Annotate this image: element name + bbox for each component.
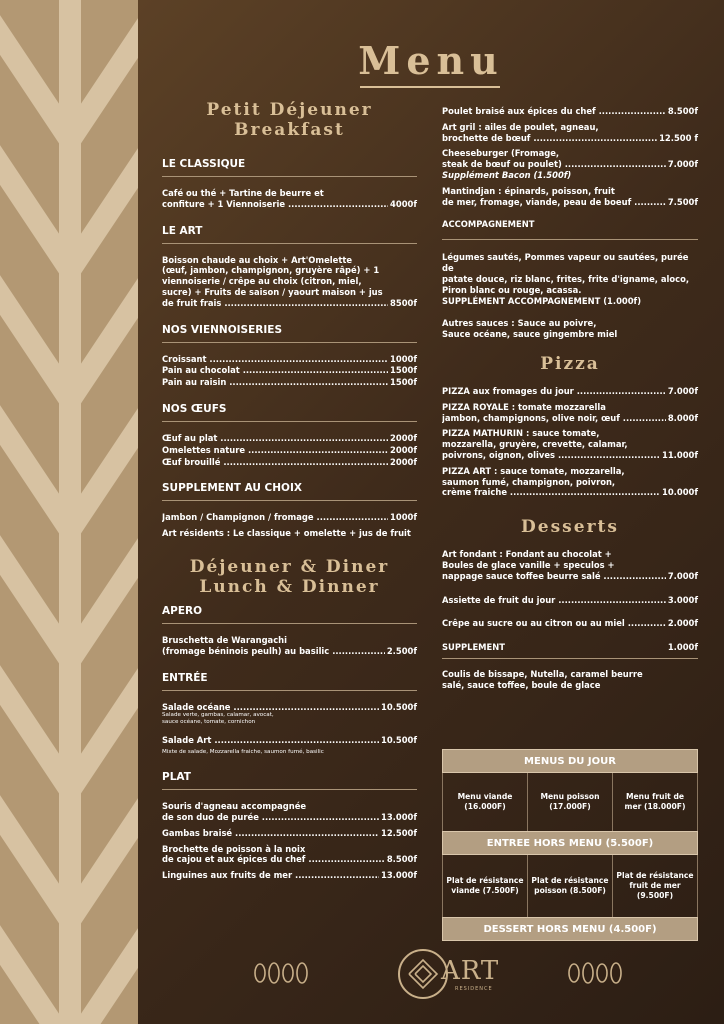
art-residence-logo: [395, 944, 500, 1004]
menu-item-oeuf-brouille: Œuf brouillé ..... 2000f: [162, 457, 417, 468]
menus-du-jour-header: MENUS DU JOUR: [442, 749, 698, 773]
residents-note: Art résidents : Le classique + omelette + jus de fruit: [162, 528, 411, 539]
menu-item-art-gril: Art gril : ailes de poulet, agneau, brochette de bœuf ..... 12.500 f: [442, 122, 698, 144]
menu-item-supplement: Jambon / Champignon / fromage ..... 1000f: [162, 512, 417, 523]
menu-item-pizza-fromages: PIZZA aux fromages du jour ..... 7.000f: [442, 386, 698, 397]
right-column: [442, 106, 698, 697]
menu-item-cheeseburger: Cheeseburger (Fromage, steak de bœuf ou poulet) ..... 7.000f Supplément Bacon (1.500f): [442, 148, 698, 180]
sauces-line: Autres sauces : Sauce au poivre,: [442, 318, 597, 329]
entree-hors-menu-header: ENTREE HORS MENU (5.500F): [442, 831, 698, 855]
category-apero: APERO: [162, 605, 417, 624]
menu-item-assiette-fruit: Assiette de fruit du jour ..... 3.000f: [442, 595, 698, 606]
menu-item-linguines: Linguines aux fruits de mer ..... 13.000f: [162, 870, 417, 881]
category-art: LE ART: [162, 225, 417, 244]
category-viennoiseries: NOS VIENNOISERIES: [162, 324, 417, 343]
category-accompagnement: ACCOMPAGNEMENT: [442, 218, 698, 240]
lunch-heading-en: Lunch & Dinner: [199, 576, 380, 597]
desserts-heading: Desserts: [521, 517, 619, 538]
menu-item-gambas: Gambas braisé ..... 12.500f: [162, 828, 417, 839]
coulis-line: Coulis de bissape, Nutella, caramel beurre: [442, 668, 643, 679]
page-title: Menu: [358, 38, 504, 83]
menu-item-classique: Café ou thé + Tartine de beurre et confiture + 1 Viennoiserie ..... 4000f: [162, 188, 417, 210]
dessert-hors-menu-header: DESSERT HORS MENU (4.500F): [442, 917, 698, 941]
menu-item-art-fondant: Art fondant : Fondant au chocolat + Boules de glace vanille + speculos + nappage sauce toffee beurre salé ..... 7.000f: [442, 549, 698, 581]
category-plat: PLAT: [162, 771, 417, 790]
logo-subtext: RESIDENCE: [455, 986, 493, 992]
price: 8500f: [390, 297, 417, 308]
breakfast-heading-fr: Petit Déjeuner: [206, 100, 373, 120]
plat-resistance-row: [442, 855, 698, 917]
price: 4000f: [390, 198, 417, 209]
accompagnement-line: Piron blanc ou rouge, acassa.: [442, 284, 582, 295]
accompagnement-line: patate douce, riz blanc, frites, frite d'igname, aloco,: [442, 273, 690, 284]
menu-item-salade-art: Salade Art ..... 10.500f Mixte de salade, Mozzarella fraiche, saumon fumé, basilic: [162, 735, 417, 756]
menu-poisson-cell: Menu poisson (17.000F): [527, 773, 612, 831]
menu-item-pizza-royale: PIZZA ROYALE : tomate mozzarella jambon, champignons, olive noir, œuf ..... 8.000f: [442, 402, 698, 424]
plat-viande-cell: Plat de résistance viande (7.500F): [446, 876, 524, 895]
menu-item-pizza-art: PIZZA ART : sauce tomate, mozzarella, saumon fumé, champignon, poivron, crème fraiche ..... 10.000f: [442, 466, 698, 498]
divider: [442, 658, 698, 659]
title-underline: [360, 86, 500, 88]
menu-fruit-mer-cell: Menu fruit de mer (18.000F): [612, 773, 697, 831]
pizza-heading: Pizza: [540, 353, 600, 374]
menu-viande-cell: Menu viande (16.000F): [457, 792, 513, 811]
menu-item-pain-chocolat: Pain au chocolat ..... 1500f: [162, 365, 417, 376]
menu-item-dessert-supplement: SUPPLEMENT 1.000f: [442, 642, 698, 653]
menu-item-bruschetta: Bruschetta de Warangachi (fromage béninois peulh) au basilic ..... 2.500f: [162, 635, 417, 657]
breakfast-heading-en: Breakfast: [234, 120, 345, 140]
coulis-line: salé, sauce toffee, boule de glace: [442, 679, 601, 690]
menu-item-pizza-mathurin: PIZZA MATHURIN : sauce tomate, mozzarella, gruyère, crevette, calamar, poivrons, oignon, olives ..... 11.000f: [442, 428, 698, 460]
menu-item-brochette-poisson: Brochette de poisson à la noix de cajou et aux épices du chef ..... 8.500f: [162, 844, 417, 866]
lunch-heading-fr: Déjeuner & Diner: [189, 556, 390, 577]
accompagnement-line: Légumes sautés, Pommes vapeur ou sautées, purée de: [442, 252, 689, 274]
tribal-masks-icon: [252, 960, 312, 986]
menus-du-jour-row: [442, 773, 698, 831]
menu-item-omelette: Omelettes nature ..... 2000f: [162, 445, 417, 456]
sauces-line: Sauce océane, sauce gingembre miel: [442, 329, 618, 340]
plat-poisson-cell: Plat de résistance poisson (8.500F): [527, 855, 612, 917]
menu-item-croissant: Croissant ..... 1000f: [162, 354, 417, 365]
left-column: [162, 100, 417, 886]
menu-item-pain-raisin: Pain au raisin ..... 1500f: [162, 377, 417, 388]
accompagnement-supplement: SUPPLÉMENT ACCOMPAGNEMENT (1.000f): [442, 295, 642, 306]
tribal-masks-icon: [566, 960, 626, 986]
plat-fruit-mer-cell: Plat de résistance fruit de mer (9.500F): [612, 855, 697, 917]
menu-item-souris: Souris d'agneau accompagnée de son duo de purée ..... 13.000f: [162, 801, 417, 823]
logo-text: ART: [441, 956, 500, 986]
menu-item-poulet: Poulet braisé aux épices du chef ..... 8.500f: [442, 106, 698, 117]
menus-du-jour-box: [442, 749, 698, 941]
menu-item-salade-oceane: Salade océane ..... 10.500f Salade verte, gambas, calamar, avocat, sauce océane, tomate, cornichon: [162, 702, 417, 727]
menu-item-crepe: Crêpe au sucre ou au citron ou au miel ..... 2.000f: [442, 618, 698, 629]
category-supplement: SUPPLEMENT AU CHOIX: [162, 482, 417, 501]
category-oeufs: NOS ŒUFS: [162, 403, 417, 422]
menu-item-mantindjan: Mantindjan : épinards, poisson, fruit de mer, fromage, viande, peau de boeuf ..... 7.500f: [442, 186, 698, 208]
menu-item-oeuf-plat: Œuf au plat ..... 2000f: [162, 433, 417, 444]
category-entree: ENTRÉE: [162, 672, 417, 691]
menu-item-art: Boisson chaude au choix + Art'Omelette (œuf, jambon, champignon, gruyère râpé) + 1 viennoiserie / crêpe au choix (citron, miel, sucre) + Fruits de saison / yaourt maison + jus de fruit frais ..... 8500f: [162, 255, 417, 309]
category-classique: LE CLASSIQUE: [162, 158, 417, 177]
